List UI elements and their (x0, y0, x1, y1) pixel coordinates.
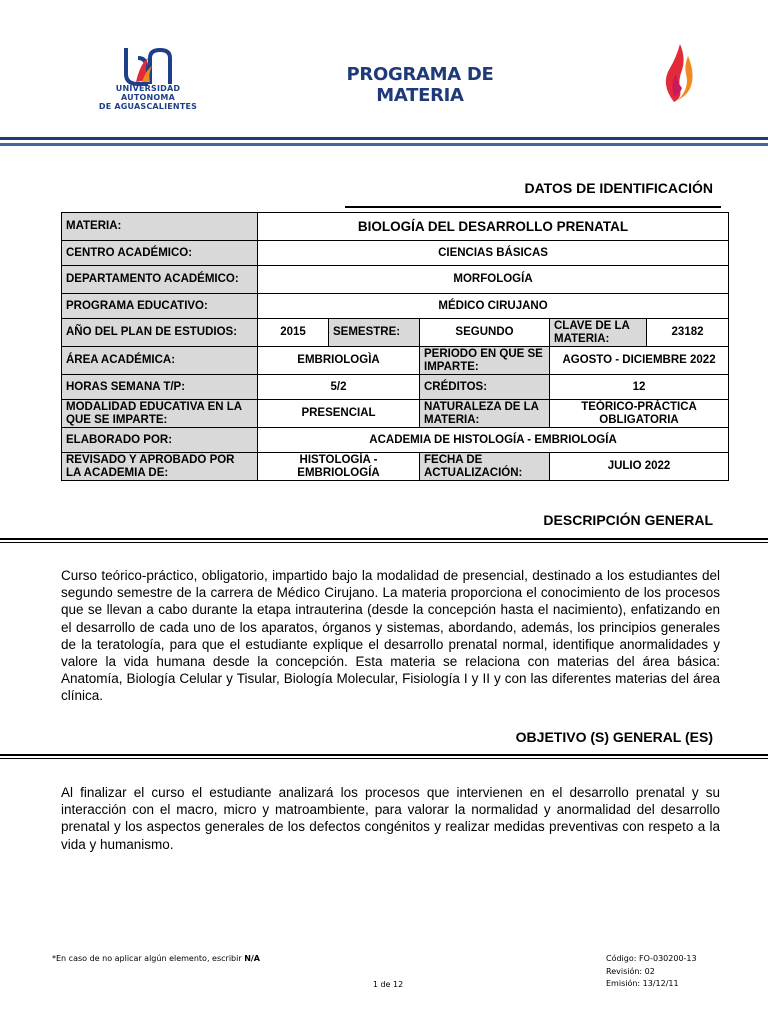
clave-value: 23182 (647, 319, 729, 347)
programa-value: MÉDICO CIRUJANO (258, 294, 729, 319)
header-divider-bottom (0, 143, 768, 146)
horas-value: 5/2 (258, 375, 420, 400)
creditos-value: 12 (550, 375, 729, 400)
modalidad-value: PRESENCIAL (258, 400, 420, 428)
table-row (62, 266, 729, 294)
identification-table (61, 212, 729, 481)
page-title: PROGRAMA DE MATERIA (346, 64, 494, 106)
heading-rule (345, 206, 721, 208)
emision: Emisión: 13/12/11 (606, 979, 679, 988)
footer-note (52, 954, 260, 963)
flame-logo (660, 44, 694, 104)
footer-note-text: *En caso de no aplicar algún elemento, escribir (52, 954, 242, 963)
fecha-value: JULIO 2022 (550, 453, 729, 481)
objetivo-heading: OBJETIVO (S) GENERAL (ES) (515, 729, 713, 745)
naturaleza-value: TEÓRICO-PRÁCTICA OBLIGATORIA (550, 400, 729, 428)
departamento-value: MORFOLOGÍA (258, 266, 729, 294)
table-row (62, 241, 729, 266)
document-codes (606, 953, 697, 991)
header-divider-top (0, 137, 768, 140)
area-value: EMBRIOLOGÌA (258, 347, 420, 375)
table-row (62, 453, 729, 481)
table-row (62, 428, 729, 453)
programa-label: PROGRAMA EDUCATIVO: (62, 294, 258, 319)
heading-rule (0, 538, 768, 540)
periodo-value: AGOSTO - DICIEMBRE 2022 (550, 347, 729, 375)
plan-label: AÑO DEL PLAN DE ESTUDIOS: (62, 319, 258, 347)
table-row (62, 294, 729, 319)
fecha-label: FECHA DE ACTUALIZACIÓN: (420, 453, 550, 481)
clave-label: CLAVE DE LA MATERIA: (550, 319, 647, 347)
centro-label: CENTRO ACADÉMICO: (62, 241, 258, 266)
departamento-label: DEPARTAMENTO ACADÉMICO: (62, 266, 258, 294)
elaborado-value: ACADEMIA DE HISTOLOGÍA - EMBRIOLOGÍA (258, 428, 729, 453)
semestre-label: SEMESTRE: (329, 319, 420, 347)
plan-value: 2015 (258, 319, 329, 347)
table-row (62, 347, 729, 375)
horas-label: HORAS SEMANA T/P: (62, 375, 258, 400)
creditos-label: CRÉDITOS: (420, 375, 550, 400)
elaborado-label: ELABORADO POR: (62, 428, 258, 453)
area-label: ÁREA ACADÉMICA: (62, 347, 258, 375)
revision: Revisión: 02 (606, 966, 655, 976)
table-row (62, 400, 729, 428)
heading-rule (0, 754, 768, 756)
centro-value: CIENCIAS BÁSICAS (258, 241, 729, 266)
naturaleza-label: NATURALEZA DE LA MATERIA: (420, 400, 550, 428)
university-name-line1: UNIVERSIDAD AUTONOMA (115, 84, 181, 102)
descripcion-heading: DESCRIPCIÓN GENERAL (543, 512, 713, 528)
table-row (62, 319, 729, 347)
revisado-value: HISTOLOGÍA - EMBRIOLOGÍA (258, 453, 420, 481)
modalidad-label: MODALIDAD EDUCATIVA EN LA QUE SE IMPARTE: (62, 400, 258, 428)
descripcion-text: Curso teórico-práctico, obligatorio, impartido bajo la modalidad de presencial, destinado a los estudiantes del segundo semestre de la carrera de Médico Cirujano. La materia proporciona el conocimiento de los procesos que se llevan a cabo durante la etapa intrauterina (desde la concepción hasta el nacimiento), enfatizando en el desarrollo de cada uno de los aparatos, órganos y sistemas, abordando, además, los principios generales de la teratología, para que el estudiante explique el desarrollo prenatal normal, identifique anormalidades y valore la vida humana desde la concepción. Esta materia se relaciona con materias del área básica: Anatomía, Biología Celular y Tisular, Biología Molecular, Fisiología I y II y con las diferentes materias del área clínica. (61, 568, 720, 704)
codigo: Código: FO-030200-13 (606, 954, 697, 963)
identificacion-heading: DATOS DE IDENTIFICACIÓN (524, 180, 713, 196)
table-row (62, 375, 729, 400)
periodo-label: PERIODO EN QUE SE IMPARTE: (420, 347, 550, 375)
materia-value: BIOLOGÍA DEL DESARROLLO PRENATAL (258, 213, 729, 241)
footer-note-na: N/A (244, 954, 260, 963)
page-number: 1 de 12 (372, 980, 404, 989)
university-name-line2: DE AGUASCALIENTES (98, 102, 198, 111)
semestre-value: SEGUNDO (420, 319, 550, 347)
revisado-label: REVISADO Y APROBADO POR LA ACADEMIA DE: (62, 453, 258, 481)
heading-rule (0, 758, 768, 759)
materia-label: MATERIA: (62, 213, 258, 241)
table-row (62, 213, 729, 241)
heading-rule (0, 542, 768, 543)
university-name (88, 84, 208, 111)
objetivo-text: Al finalizar el curso el estudiante analizará los procesos que intervienen en el desarrollo prenatal y su interacción con el macro, micro y matroambiente, para valorar la normalidad y anormalidad del desarrollo prenatal y los aspectos generales de los defectos congénitos y realizar medidas preventivas con respeto a la vida y humanismo. (61, 785, 720, 852)
